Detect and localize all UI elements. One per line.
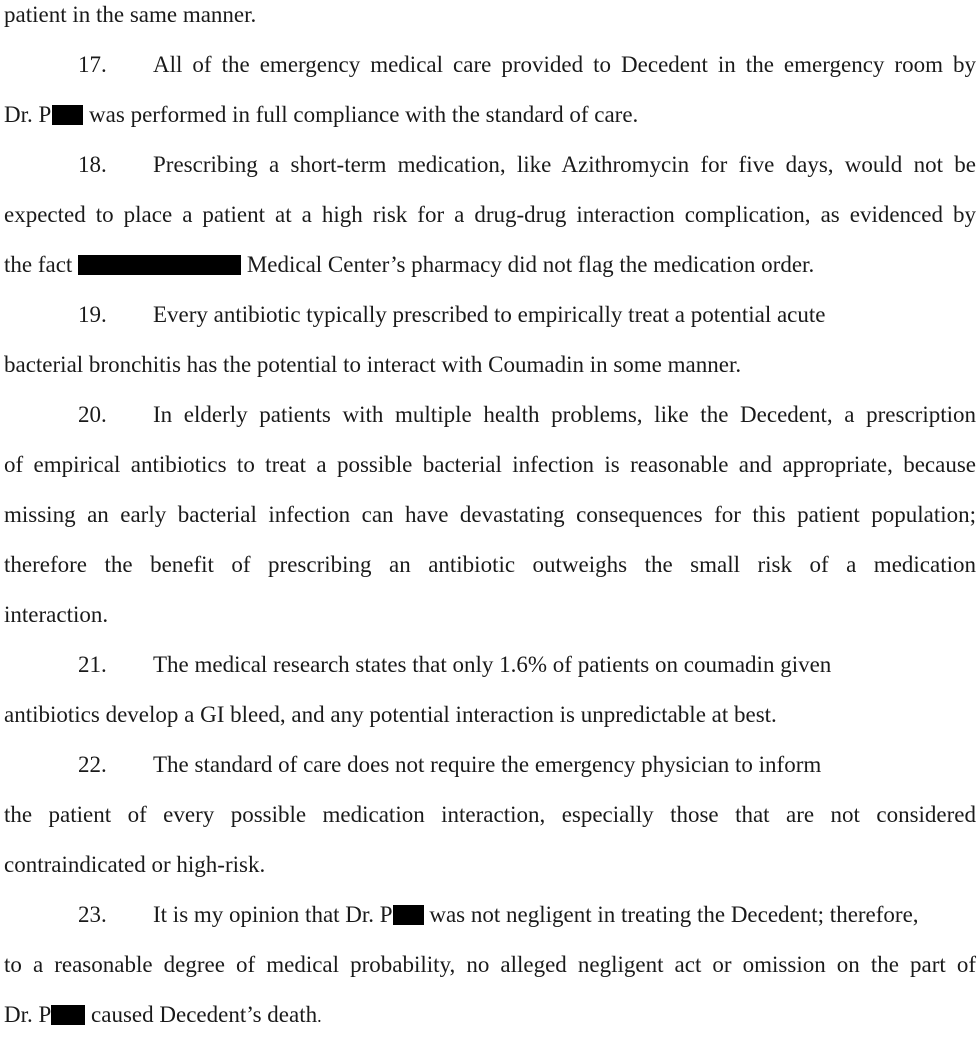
- redaction-block: [393, 905, 424, 925]
- text-fragment: was not negligent in treating the Decedent; therefore,: [423, 902, 919, 927]
- paragraph-17-line-1: [4, 50, 976, 100]
- redaction-block: [52, 105, 83, 125]
- paragraph-17-line-2: [4, 100, 976, 150]
- paragraph-22-line-1: [4, 750, 976, 800]
- text-line: contraindicated or high-risk.: [4, 852, 266, 877]
- text-line: to a reasonable degree of medical probability, no alleged negligent act or omission on the part of: [4, 952, 976, 977]
- text-line: Prescribing a short-term medication, like Azithromycin for five days, would not be: [153, 152, 976, 177]
- text-line: The medical research states that only 1.6% of patients on coumadin given: [153, 652, 832, 677]
- paragraph-20-line-5: [4, 600, 976, 650]
- paragraph-23-line-1: [4, 900, 976, 950]
- paragraph-20-line-2: [4, 450, 976, 500]
- text-line: interaction.: [4, 602, 109, 627]
- text-line: patient in the same manner.: [4, 2, 257, 27]
- text-line: the patient of every possible medication interaction, especially those that are not considered: [4, 802, 976, 827]
- paragraph-18-line-2: [4, 200, 976, 250]
- text-line: missing an early bacterial infection can have devastating consequences for this patient population;: [4, 502, 976, 527]
- paragraph-20-line-4: [4, 550, 976, 600]
- text-line: All of the emergency medical care provided to Decedent in the emergency room by: [153, 52, 976, 77]
- text-line: The standard of care does not require the emergency physician to inform: [153, 752, 822, 777]
- text-line: bacterial bronchitis has the potential to interact with Coumadin in some manner.: [4, 352, 742, 377]
- paragraph-number: 22.: [78, 752, 107, 777]
- text-fragment: Medical Center’s pharmacy did not flag the medication order.: [241, 252, 815, 277]
- text-fragment: was performed in full compliance with the standard of care.: [83, 102, 639, 127]
- text-fragment: Dr. P: [4, 102, 52, 127]
- text-fragment: It is my opinion that Dr. P: [153, 902, 393, 927]
- paragraph-19-line-1: [4, 300, 976, 350]
- redaction-block: [78, 255, 241, 275]
- text-fragment: Dr. P: [4, 1002, 52, 1027]
- paragraph-23-line-2: [4, 950, 976, 1000]
- paragraph-22-line-2: [4, 800, 976, 850]
- period: .: [317, 1006, 322, 1026]
- paragraph-20-line-3: [4, 500, 976, 550]
- redaction-block: [51, 1005, 85, 1025]
- paragraph-number: 19.: [78, 302, 107, 327]
- paragraph-18-line-1: [4, 150, 976, 200]
- paragraph-18-line-3: [4, 250, 976, 300]
- paragraph-21-line-1: [4, 650, 976, 700]
- paragraph-number: 18.: [78, 152, 107, 177]
- text-line: of empirical antibiotics to treat a possible bacterial infection is reasonable and appropriate, because: [4, 452, 976, 477]
- text-line: expected to place a patient at a high risk for a drug-drug interaction complication, as evidenced by: [4, 202, 976, 227]
- text-line: Every antibiotic typically prescribed to empirically treat a potential acute: [153, 302, 826, 327]
- paragraph-21-line-2: [4, 700, 976, 750]
- paragraph-23-line-3: [4, 1000, 976, 1050]
- text-fragment: caused Decedent’s death: [85, 1002, 318, 1027]
- paragraph-number: 17.: [78, 52, 107, 77]
- text-line: In elderly patients with multiple health problems, like the Decedent, a prescription: [153, 402, 976, 427]
- text-line: therefore the benefit of prescribing an antibiotic outweighs the small risk of a medication: [4, 552, 976, 577]
- text-line: antibiotics develop a GI bleed, and any potential interaction is unpredictable at best.: [4, 702, 777, 727]
- paragraph-22-line-3: [4, 850, 976, 900]
- paragraph-number: 21.: [78, 652, 107, 677]
- paragraph-20-line-1: [4, 400, 976, 450]
- paragraph-16-tail: [4, 0, 976, 50]
- paragraph-number: 20.: [78, 402, 107, 427]
- paragraph-19-line-2: [4, 350, 976, 400]
- text-fragment: the fact: [4, 252, 79, 277]
- paragraph-number: 23.: [78, 902, 107, 927]
